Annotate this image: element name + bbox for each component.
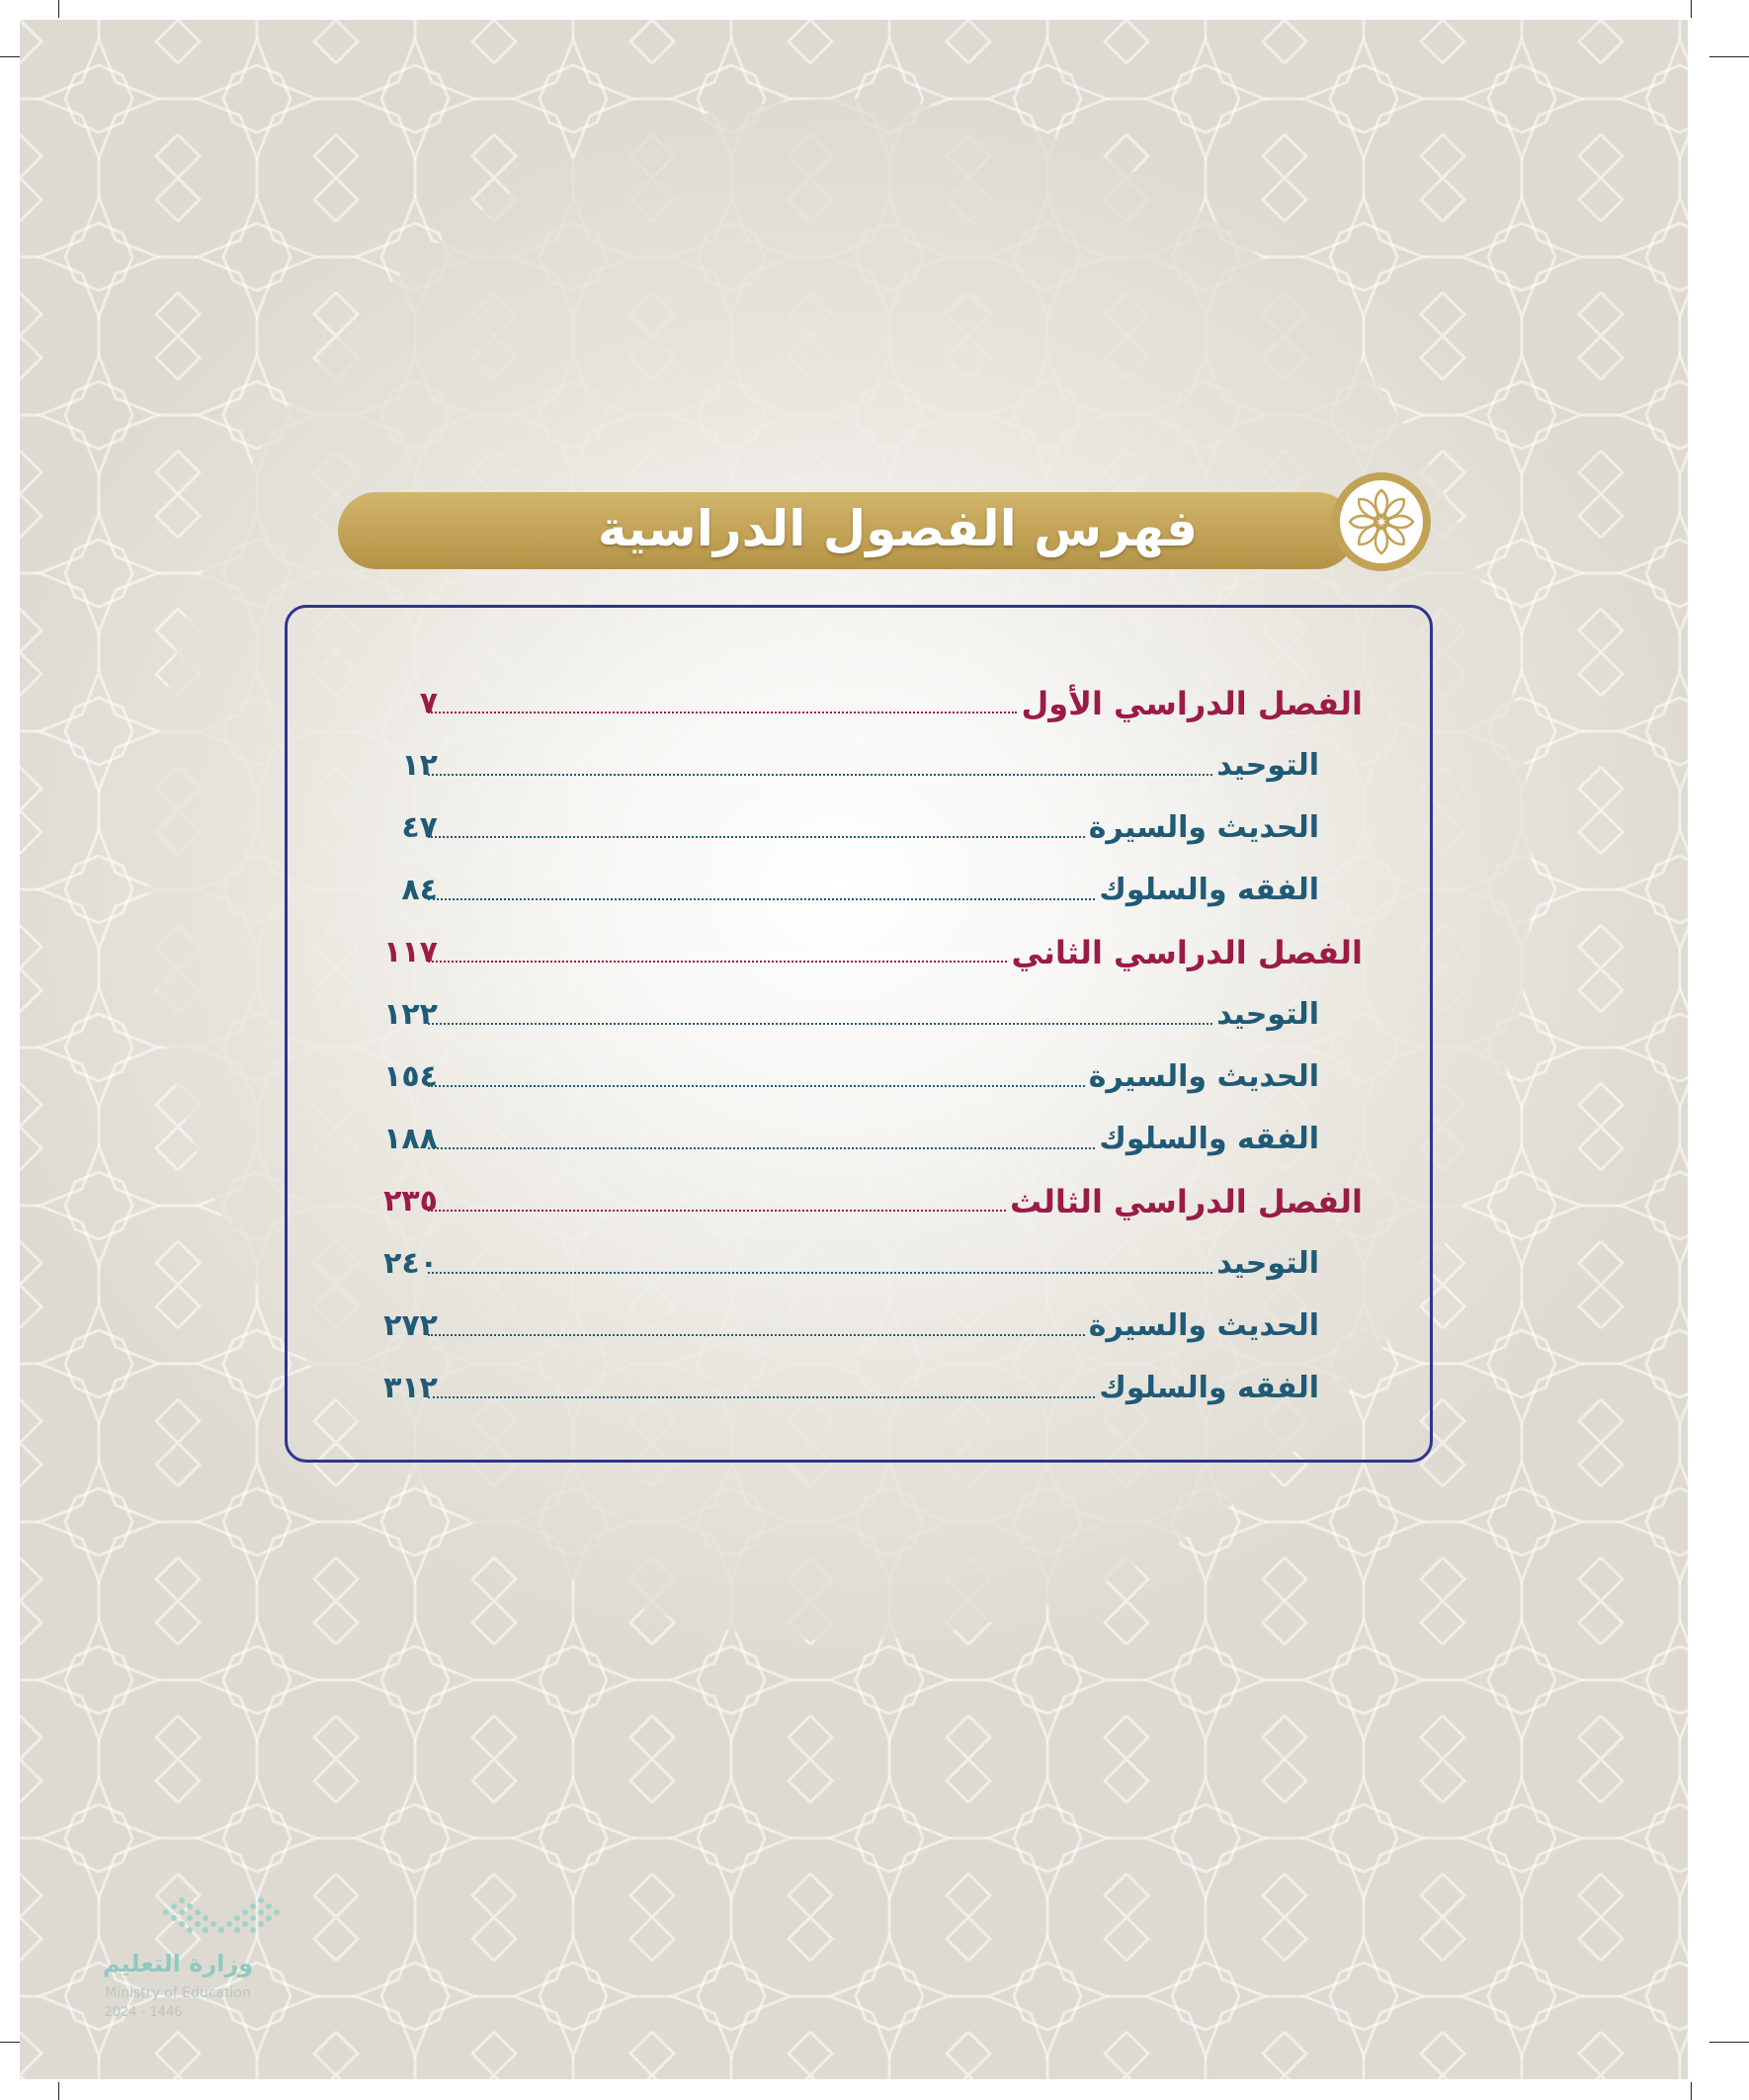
- ministry-name-en: Ministry of Education: [105, 1985, 251, 2001]
- toc-entry-title: الحديث والسيرة: [1088, 1059, 1319, 1094]
- dot-leader: [428, 774, 1212, 776]
- toc-entry-title: الفقه والسلوك: [1099, 1371, 1319, 1405]
- dot-leader: [428, 1147, 1095, 1149]
- toc-unit-row[interactable]: [288, 1296, 1436, 1357]
- toc-entry-title: الحديث والسيرة: [1088, 1308, 1319, 1343]
- toc-page-number: ٢٤٠: [383, 1246, 438, 1281]
- ministry-name: وزارة التعليم: [102, 1950, 254, 1977]
- toc-page-number: ٢٣٥: [383, 1184, 438, 1218]
- toc-page-number: ١١٧: [383, 935, 438, 969]
- crop-mark: [58, 2082, 59, 2100]
- dot-leader: [428, 1334, 1085, 1336]
- toc-entry-title: الحديث والسيرة: [1088, 810, 1319, 845]
- toc-unit-row[interactable]: [288, 735, 1436, 797]
- toc-page-number: ٣١٢: [383, 1371, 438, 1405]
- book-page: [20, 20, 1688, 2079]
- toc-semester-row[interactable]: [288, 673, 1436, 734]
- dot-leader: [428, 712, 1017, 714]
- toc-entry-title: الفصل الدراسي الثالث: [1009, 1183, 1363, 1220]
- toc-entry-title: الفقه والسلوك: [1099, 873, 1319, 907]
- crop-mark: [1709, 56, 1749, 57]
- dot-leader: [428, 898, 1095, 900]
- toc-entry-title: التوحيد: [1216, 997, 1319, 1032]
- toc-unit-row[interactable]: [288, 1233, 1436, 1295]
- toc-entry-title: الفصل الدراسي الأول: [1021, 685, 1363, 722]
- toc-unit-row[interactable]: [288, 1358, 1436, 1419]
- toc-page-number: ٧: [419, 686, 438, 720]
- page-title: فهرس الفصول الدراسية: [597, 500, 1198, 557]
- toc-header: [338, 472, 1431, 571]
- toc-page-number: ٤٧: [401, 810, 438, 845]
- crop-mark: [1691, 2082, 1692, 2100]
- dot-leader: [428, 1272, 1212, 1274]
- crop-mark: [58, 0, 59, 18]
- toc-page-number: ٢٧٢: [383, 1308, 438, 1343]
- toc-page-number: ٨٤: [401, 873, 438, 907]
- dot-leader: [428, 1210, 1006, 1212]
- toc-semester-row[interactable]: [288, 1171, 1436, 1232]
- ministry-logo: [89, 1892, 287, 2051]
- toc-unit-row[interactable]: [288, 860, 1436, 921]
- toc-page-number: ١٨٨: [383, 1122, 438, 1156]
- dot-leader: [428, 961, 1007, 963]
- dot-leader: [428, 836, 1085, 838]
- toc-unit-row[interactable]: [288, 984, 1436, 1046]
- toc-unit-row[interactable]: [288, 1109, 1436, 1170]
- crop-mark: [1691, 0, 1692, 18]
- dot-leader: [428, 1085, 1085, 1087]
- toc-list: [285, 605, 1433, 1463]
- toc-entry-title: الفصل الدراسي الثاني: [1011, 934, 1363, 971]
- toc-entry-title: التوحيد: [1216, 748, 1319, 783]
- dot-leader: [428, 1396, 1095, 1398]
- toc-entry-title: التوحيد: [1216, 1246, 1319, 1281]
- toc-page-number: ١٥٤: [383, 1059, 438, 1094]
- crop-mark: [1709, 2042, 1749, 2043]
- edition-year: 2024 - 1446: [104, 2005, 183, 2020]
- toc-page-number: ١٢: [401, 748, 438, 783]
- toc-page-number: ١٢٢: [383, 997, 438, 1032]
- toc-unit-row[interactable]: [288, 798, 1436, 859]
- flower-ornament-icon: [1340, 480, 1423, 563]
- toc-semester-row[interactable]: [288, 922, 1436, 983]
- toc-unit-row[interactable]: [288, 1047, 1436, 1108]
- toc-entry-title: الفقه والسلوك: [1099, 1122, 1319, 1156]
- dot-leader: [428, 1023, 1212, 1025]
- ministry-logo-icon: [158, 1892, 285, 1944]
